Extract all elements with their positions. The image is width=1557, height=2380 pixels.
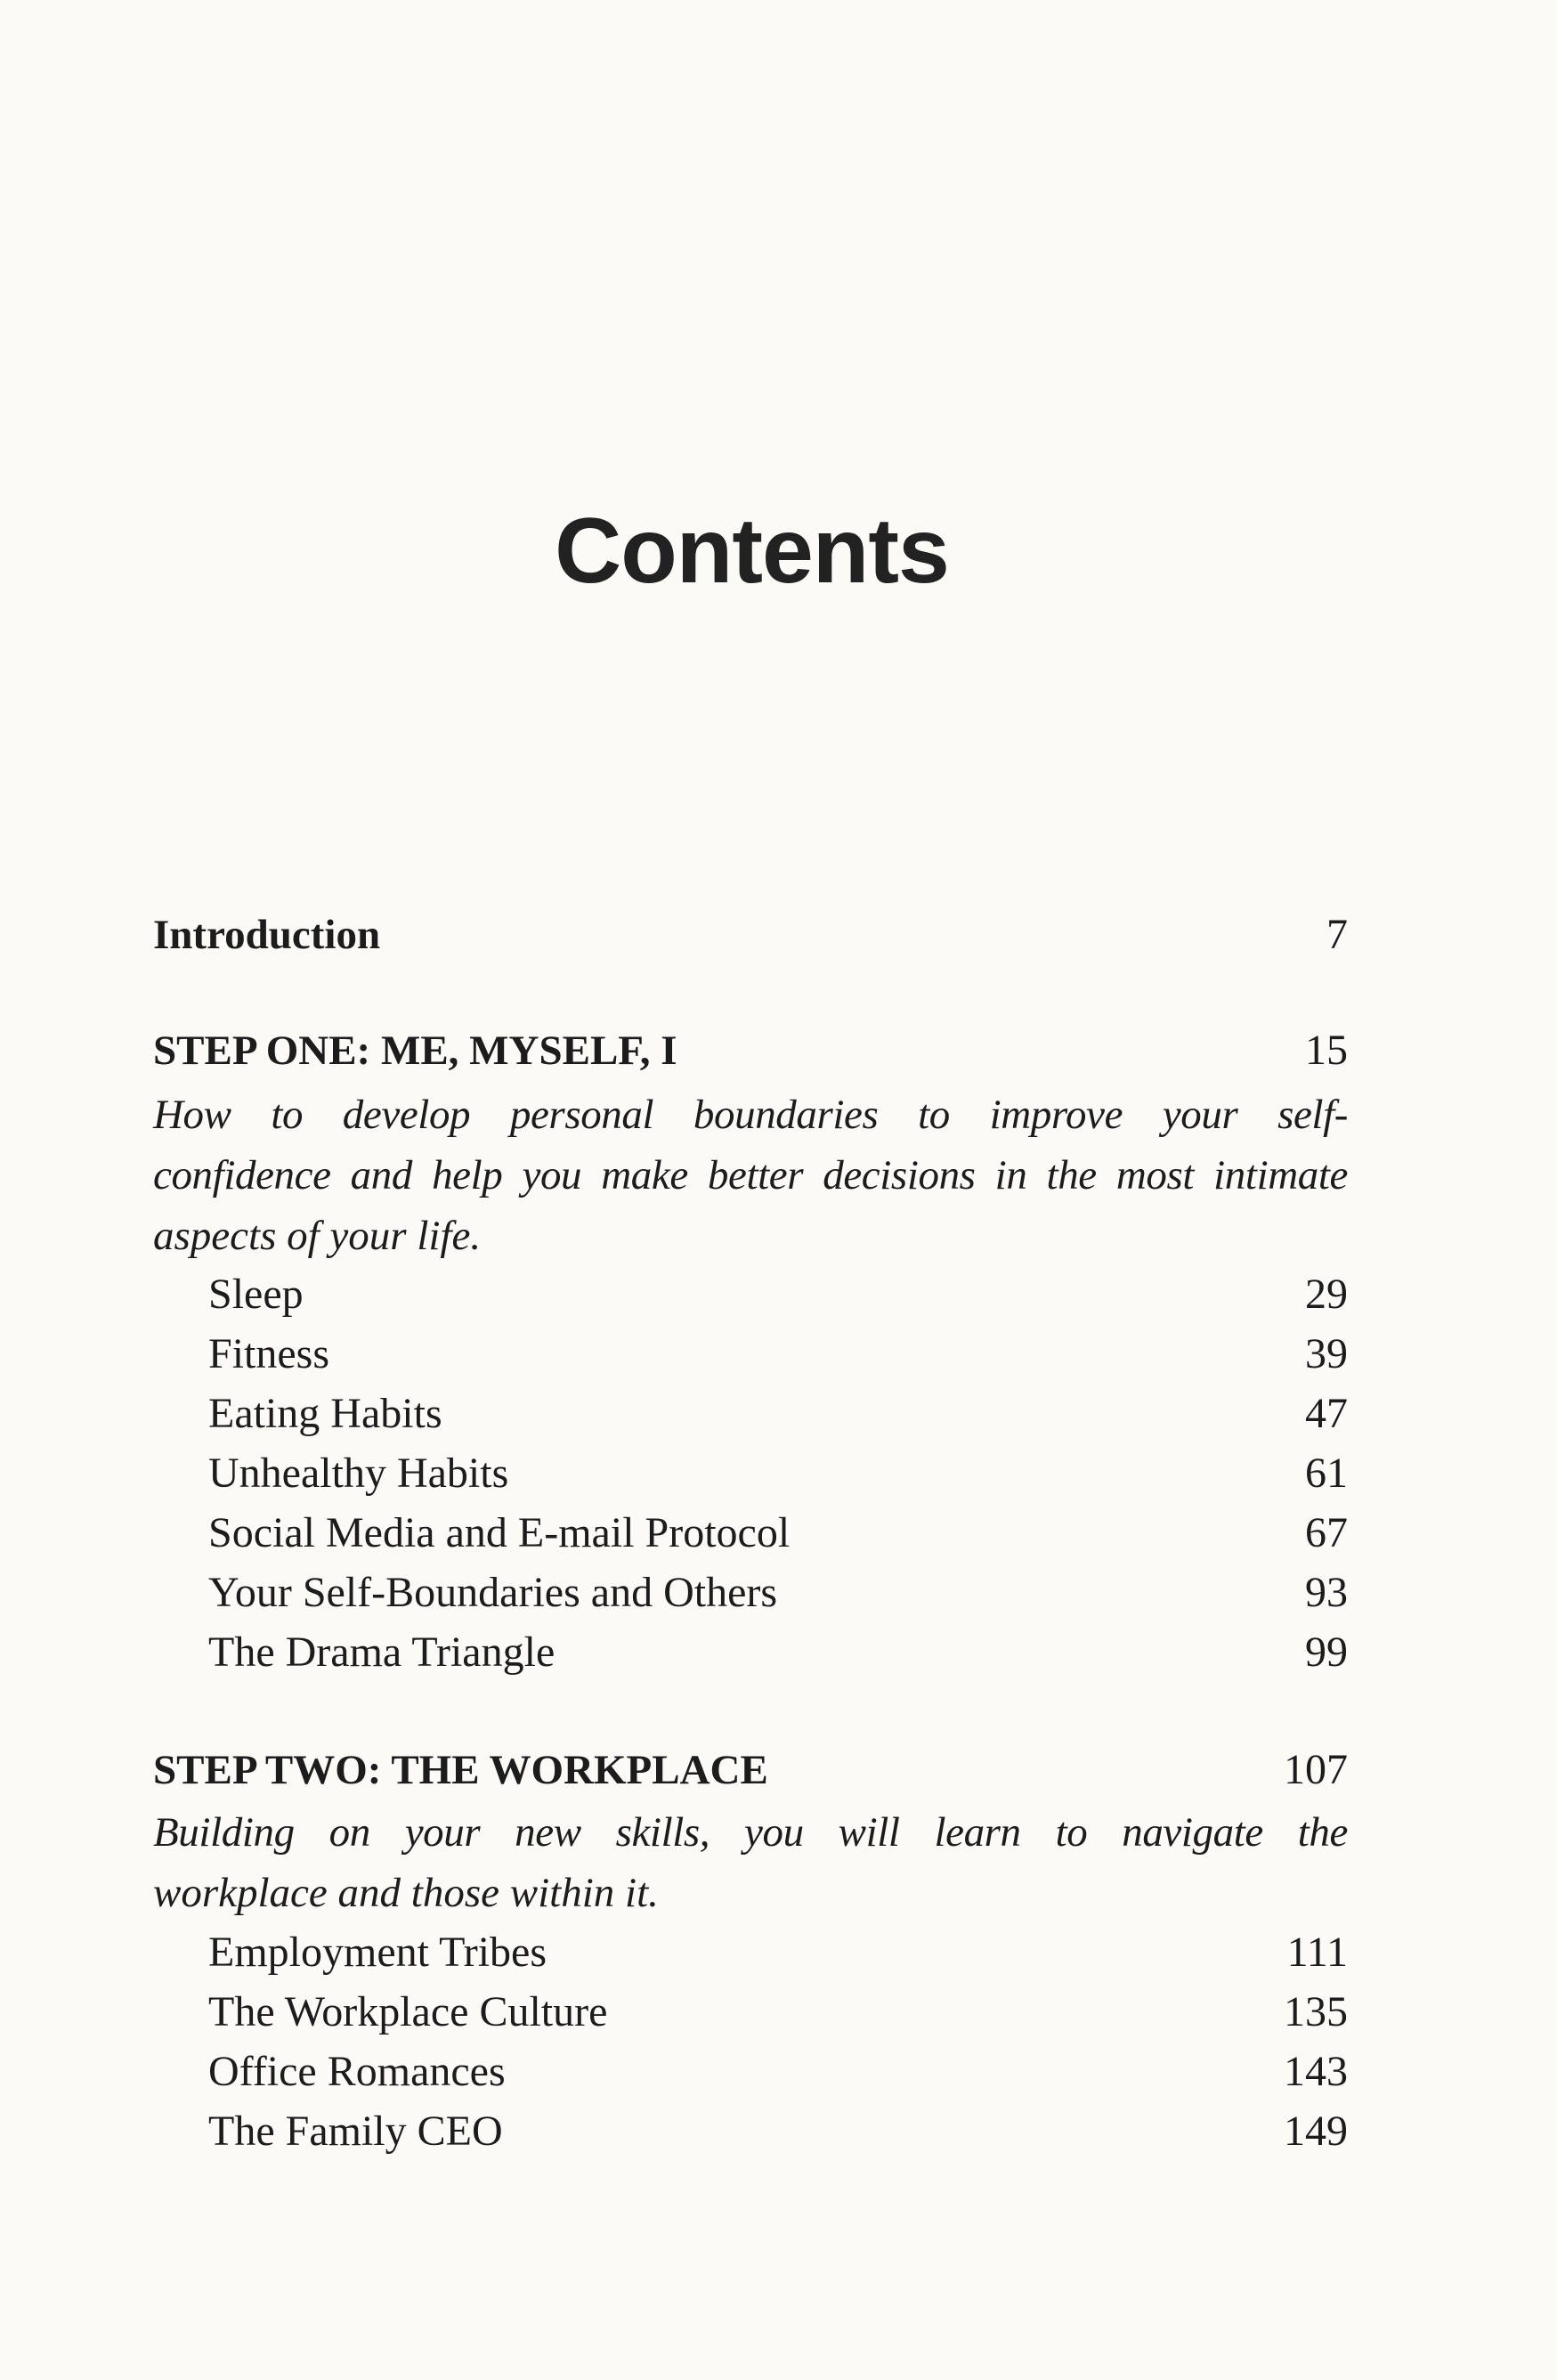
page-title: Contents	[555, 500, 949, 603]
entry-label: Eating Habits	[208, 1390, 442, 1437]
entry-label: The Drama Triangle	[208, 1629, 555, 1676]
toc-entry[interactable]	[153, 1268, 1348, 1321]
toc-entry[interactable]	[153, 1387, 1348, 1441]
toc-entry[interactable]	[153, 1566, 1348, 1620]
entry-label: The Workplace Culture	[208, 1988, 608, 2035]
entry-label: Introduction	[153, 912, 381, 958]
section-description-line: aspects of your life.	[153, 1213, 482, 1259]
toc-entry[interactable]	[153, 1328, 1348, 1381]
entry-page: 61	[1305, 1450, 1348, 1497]
entry-page: 7	[1326, 911, 1348, 958]
entry-page: 15	[1305, 1027, 1348, 1074]
entry-label: Your Self-Boundaries and Others	[208, 1569, 778, 1616]
toc-entry[interactable]	[153, 1507, 1348, 1560]
entry-page: 111	[1286, 1929, 1348, 1976]
entry-label: Social Media and E-mail Protocol	[208, 1509, 791, 1556]
entry-page: 29	[1305, 1271, 1348, 1318]
toc-entry[interactable]	[153, 1626, 1348, 1679]
entry-label: The Family CEO	[208, 2108, 503, 2155]
entry-label: Office Romances	[208, 2048, 506, 2095]
entry-page: 47	[1305, 1390, 1348, 1437]
section-description-line: workplace and those within it.	[153, 1870, 659, 1916]
section-description-line: How to develop personal boundaries to improve your self-	[153, 1092, 1348, 1138]
entry-page: 67	[1305, 1509, 1348, 1556]
entry-page: 99	[1305, 1629, 1348, 1676]
entry-page: 143	[1284, 2048, 1348, 2095]
entry-page: 39	[1305, 1330, 1348, 1377]
toc-entry-step-two[interactable]	[153, 1743, 1348, 1797]
entry-label: STEP TWO: THE WORKPLACE	[153, 1747, 768, 1793]
toc-entry[interactable]	[153, 1926, 1348, 1979]
section-description-line: confidence and help you make better decisions in the most intimate	[153, 1152, 1348, 1198]
toc-entry-introduction[interactable]	[153, 908, 1348, 962]
entry-label: Employment Tribes	[208, 1929, 547, 1976]
entry-page: 135	[1284, 1988, 1348, 2035]
toc-entry[interactable]	[153, 1986, 1348, 2039]
entry-label: STEP ONE: ME, MYSELF, I	[153, 1028, 677, 1074]
toc-entry-step-one[interactable]	[153, 1024, 1348, 1077]
entry-page: 107	[1284, 1746, 1348, 1793]
toc-entry[interactable]	[153, 1447, 1348, 1500]
toc-entry[interactable]	[153, 2045, 1348, 2099]
toc-entry[interactable]	[153, 2105, 1348, 2158]
section-description-line: Building on your new skills, you will learn to navigate the	[153, 1809, 1348, 1856]
entry-label: Unhealthy Habits	[208, 1450, 509, 1497]
entry-page: 93	[1305, 1569, 1348, 1616]
entry-label: Sleep	[208, 1271, 304, 1318]
entry-label: Fitness	[208, 1330, 330, 1377]
entry-page: 149	[1284, 2108, 1348, 2155]
